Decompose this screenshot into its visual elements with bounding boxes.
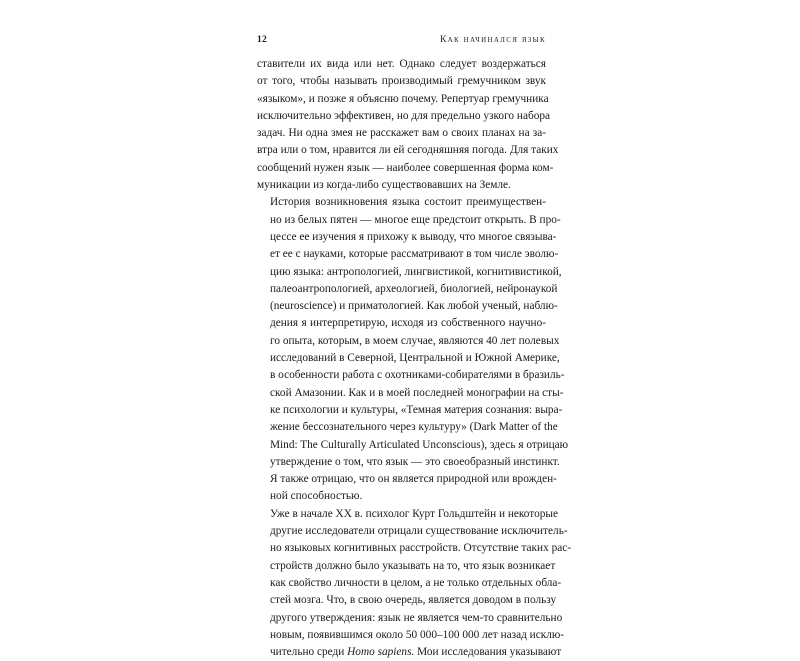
- text-line: История возникновения языка состоит преимуществен-: [270, 196, 546, 209]
- text-line: но из белых пятен — многое еще предстоит открыть. В про-: [270, 213, 561, 226]
- text-line: Mind: The Culturally Articulated Unconscious), здесь я отрицаю: [270, 438, 569, 451]
- text-line: от того, чтобы называть производимый гремучником звук: [257, 75, 546, 88]
- text-line: жение бессознательного через культуру» (Dark Matter of the: [270, 421, 558, 434]
- text-line: ной способностью.: [270, 490, 363, 503]
- text-line: другого утверждения: язык не является чем-то сравнительно: [270, 611, 563, 624]
- paragraph: [257, 194, 569, 505]
- text-line: втра или о том, нравится ли ей сегодняшняя погода. Для таких: [257, 144, 559, 157]
- text-line: другие исследователи отрицали существование исключитель-: [270, 525, 568, 538]
- text-line: утверждение о том, что язык — это своеобразный инстинкт.: [270, 455, 560, 468]
- text-line: новым, появившимся около 50 000–100 000 лет назад исклю-: [270, 628, 565, 641]
- text-line: исключительно эффективен, но для предельно узкого набора: [257, 109, 551, 122]
- text-line: цессе ее изучения я прихожу к выводу, что многое связыва-: [270, 230, 557, 243]
- text-line: ставители их вида или нет. Однако следует воздержаться: [257, 58, 546, 70]
- paragraph: [257, 56, 559, 194]
- text-line: палеоантропологией, археологией, биологией, нейронаукой: [270, 282, 558, 295]
- text-line: исследований в Северной, Центральной и Южной Америке,: [270, 352, 560, 365]
- text-line: ке психологии и культуры, «Темная материя сознания: выра-: [270, 403, 563, 416]
- text-line: Уже в начале XX в. психолог Курт Гольдштейн и некоторые: [270, 507, 558, 520]
- text-line: ской Амазонии. Как и в моей последней монографии на сты-: [270, 386, 564, 399]
- text-line: стройств должно было указывать на то, что язык возникает: [270, 559, 556, 572]
- text-line: (neuroscience) и приматологией. Как любой ученый, наблю-: [270, 300, 558, 313]
- text-line: муникации из когда-либо существовавших на Земле.: [257, 179, 511, 192]
- text-line: но языковых когнитивных расстройств. Отсутствие таких рас-: [270, 542, 572, 555]
- text-line: как свойство личности в целом, а не только отдельных обла-: [270, 576, 562, 589]
- body-text: [257, 56, 572, 661]
- page-number: 12: [257, 35, 267, 45]
- text-line: в особенности работа с охотниками-собирателями в бразиль-: [270, 369, 565, 382]
- text-line: дения я интерпретирую, исходя из собственного научно-: [270, 317, 546, 330]
- text-line: ет ее с науками, которые рассматривают в том числе эволю-: [270, 248, 559, 261]
- text-line: цию языка: антропологией, лингвистикой, когнитивистикой,: [270, 265, 562, 278]
- paragraph: [257, 506, 572, 661]
- text-line: стей мозга. Что, в свою очередь, является доводом в пользу: [270, 594, 557, 607]
- text-line: задач. Ни одна змея не расскажет вам о своих планах на за-: [257, 127, 546, 140]
- text-line: «языком», и позже я объясню почему. Репертуар гремучника: [257, 92, 549, 105]
- text-line: го опыта, которым, в моем случае, являются 40 лет полевых: [270, 334, 560, 347]
- running-title: Как начинался язык: [439, 35, 546, 45]
- text-line: чительно среди Homo sapiens. Мои исследования указывают: [270, 646, 562, 659]
- page-header: [257, 35, 546, 49]
- text-line: сообщений нужен язык — наиболее совершенная форма ком-: [257, 161, 554, 174]
- text-line: Я также отрицаю, что он является природной или врожден-: [270, 473, 557, 486]
- text-fragment: Мои исследования указывают: [414, 646, 562, 659]
- italic-term: Homo sapiens.: [347, 646, 415, 659]
